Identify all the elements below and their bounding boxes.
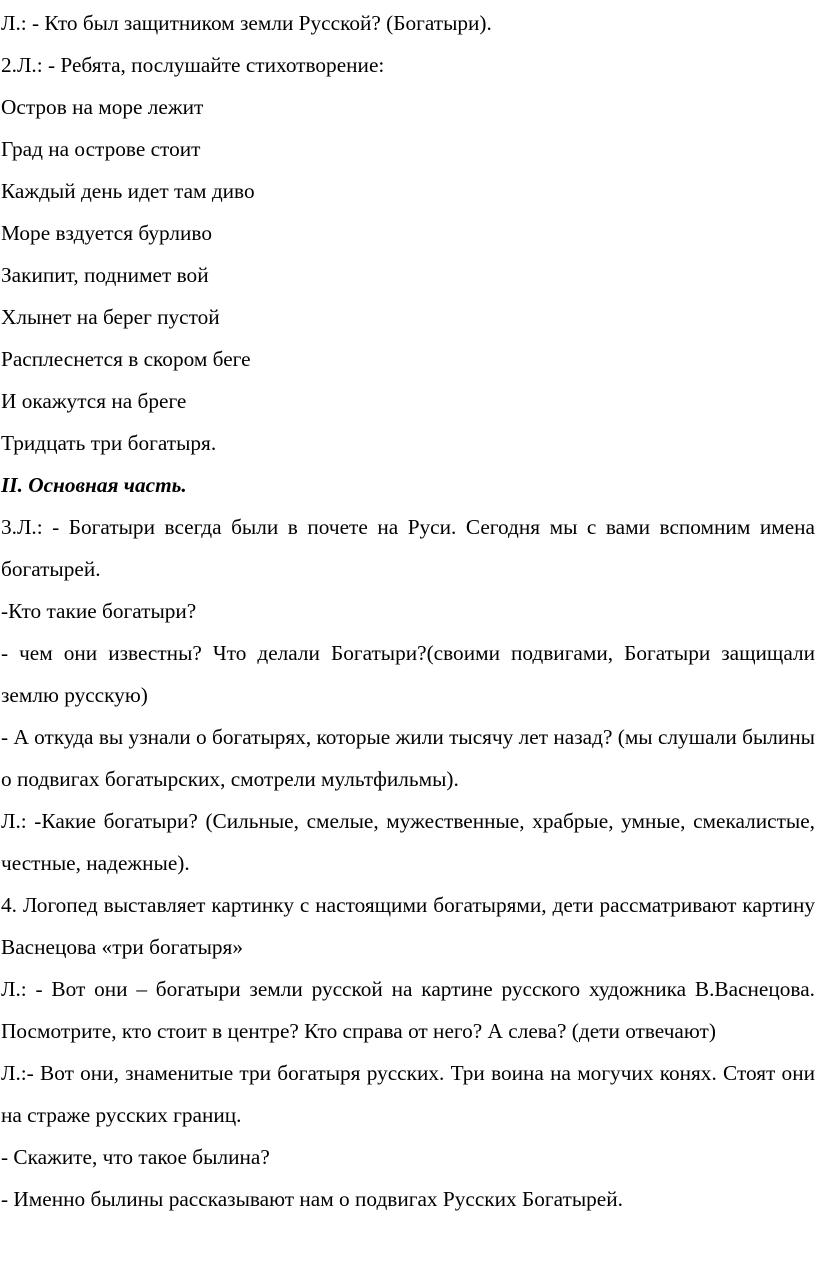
poem-line-6: Хлынет на берег пустой (1, 305, 220, 329)
paragraph-which-bogatyri: Л.: -Какие богатыри? (Сильные, смелые, мужественные, храбрые, умные, смекалистые, честные, надежные). (1, 809, 815, 875)
poem-line-5: Закипит, поднимет вой (1, 263, 209, 287)
section-heading: II. Основная часть. (1, 473, 187, 497)
poem-line-4: Море вздуется бурливо (1, 221, 212, 245)
poem-line-9: Тридцать три богатыря. (1, 431, 217, 455)
paragraph-three-warriors: Л.:- Вот они, знаменитые три богатыря русских. Три воина на могучих конях. Стоят они на страже русских границ. (1, 1061, 815, 1127)
poem-line-7: Расплеснется в скором беге (1, 347, 251, 371)
poem-line-3: Каждый день идет там диво (1, 179, 255, 203)
paragraph-picture-shown: 4. Логопед выставляет картинку с настоящими богатырями, дети рассматривают картину Васнецова «три богатыря» (1, 893, 815, 959)
poem-line-1: Остров на море лежит (1, 95, 204, 119)
poem-line-2: Град на острове стоит (1, 137, 201, 161)
paragraph-byliny-tell: - Именно былины рассказывают нам о подвигах Русских Богатырей. (1, 1187, 623, 1211)
question-line: Л.: - Кто был защитником земли Русской? (Богатыри). (1, 11, 492, 35)
paragraph-what-is-bylina: - Скажите, что такое былина? (1, 1145, 270, 1169)
poem-line-8: И окажутся на бреге (1, 389, 187, 413)
paragraph-how-did-you-learn: - А откуда вы узнали о богатырях, которые жили тысячу лет назад? (мы слушали былины о подвигах богатырских, смотрели мультфильмы). (1, 725, 815, 791)
paragraph-bogatyri-honor: 3.Л.: - Богатыри всегда были в почете на Руси. Сегодня мы с вами вспомним имена богатырей. (1, 515, 815, 581)
paragraph-what-did-they-do: - чем они известны? Что делали Богатыри?(своими подвигами, Богатыри защищали землю русскую) (1, 641, 815, 707)
paragraph-who-are-bogatyri: -Кто такие богатыри? (1, 599, 197, 623)
paragraph-vasnetsov-painting: Л.: - Вот они – богатыри земли русской на картине русского художника В.Васнецова. Посмотрите, кто стоит в центре? Кто справа от него? А слева? (дети отвечают) (1, 977, 815, 1043)
poem-intro: 2.Л.: - Ребята, послушайте стихотворение: (1, 53, 385, 77)
